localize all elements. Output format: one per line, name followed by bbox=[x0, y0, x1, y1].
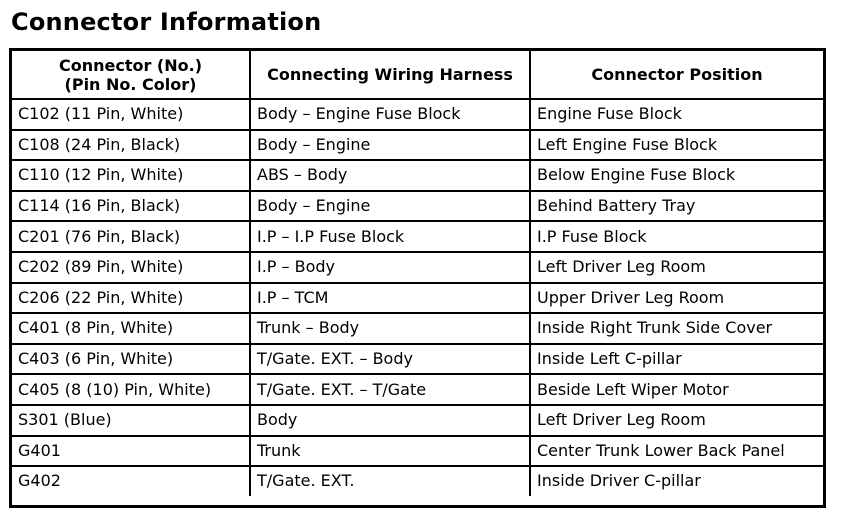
cell-position: Below Engine Fuse Block bbox=[530, 160, 823, 191]
connector-table-frame bbox=[9, 48, 826, 508]
header-harness: Connecting Wiring Harness bbox=[250, 51, 530, 99]
cell-connector: C403 (6 Pin, White) bbox=[12, 344, 250, 375]
cell-connector: G402 bbox=[12, 466, 250, 496]
cell-harness: I.P – TCM bbox=[250, 283, 530, 314]
header-connector-line2: (Pin No. Color) bbox=[64, 74, 197, 94]
cell-harness: Body – Engine bbox=[250, 191, 530, 222]
cell-position: Left Driver Leg Room bbox=[530, 405, 823, 436]
cell-connector: C206 (22 Pin, White) bbox=[12, 283, 250, 314]
cell-harness: T/Gate. EXT. – Body bbox=[250, 344, 530, 375]
cell-position: Center Trunk Lower Back Panel bbox=[530, 436, 823, 467]
header-connector-line1: Connector (No.) bbox=[58, 55, 203, 75]
cell-position: Engine Fuse Block bbox=[530, 99, 823, 130]
table-row bbox=[12, 374, 823, 405]
cell-harness: I.P – Body bbox=[250, 252, 530, 283]
cell-position: Inside Driver C-pillar bbox=[530, 466, 823, 496]
cell-harness: T/Gate. EXT. – T/Gate bbox=[250, 374, 530, 405]
table-row bbox=[12, 99, 823, 130]
cell-connector: C108 (24 Pin, Black) bbox=[12, 130, 250, 161]
table-row bbox=[12, 130, 823, 161]
cell-harness: Body bbox=[250, 405, 530, 436]
table-row bbox=[12, 252, 823, 283]
cell-harness: Body – Engine bbox=[250, 130, 530, 161]
cell-position: Left Driver Leg Room bbox=[530, 252, 823, 283]
table-row bbox=[12, 405, 823, 436]
table-row bbox=[12, 191, 823, 222]
table-row bbox=[12, 313, 823, 344]
cell-harness: I.P – I.P Fuse Block bbox=[250, 221, 530, 252]
cell-position: Behind Battery Tray bbox=[530, 191, 823, 222]
table-row bbox=[12, 283, 823, 314]
cell-position: Left Engine Fuse Block bbox=[530, 130, 823, 161]
cell-position: I.P Fuse Block bbox=[530, 221, 823, 252]
table-row bbox=[12, 344, 823, 375]
table-row bbox=[12, 466, 823, 496]
table-row bbox=[12, 221, 823, 252]
cell-harness: Trunk bbox=[250, 436, 530, 467]
cell-connector: S301 (Blue) bbox=[12, 405, 250, 436]
cell-harness: Body – Engine Fuse Block bbox=[250, 99, 530, 130]
cell-connector: C110 (12 Pin, White) bbox=[12, 160, 250, 191]
cell-connector: C405 (8 (10) Pin, White) bbox=[12, 374, 250, 405]
page-title: Connector Information bbox=[11, 8, 322, 36]
header-connector bbox=[12, 51, 250, 99]
cell-position: Upper Driver Leg Room bbox=[530, 283, 823, 314]
cell-harness: ABS – Body bbox=[250, 160, 530, 191]
cell-connector: G401 bbox=[12, 436, 250, 467]
cell-connector: C114 (16 Pin, Black) bbox=[12, 191, 250, 222]
cell-connector: C102 (11 Pin, White) bbox=[12, 99, 250, 130]
table-row bbox=[12, 160, 823, 191]
connector-table bbox=[12, 51, 823, 496]
table-row bbox=[12, 436, 823, 467]
cell-position: Beside Left Wiper Motor bbox=[530, 374, 823, 405]
cell-connector: C202 (89 Pin, White) bbox=[12, 252, 250, 283]
cell-connector: C401 (8 Pin, White) bbox=[12, 313, 250, 344]
table-header-row bbox=[12, 51, 823, 99]
cell-position: Inside Left C-pillar bbox=[530, 344, 823, 375]
cell-harness: Trunk – Body bbox=[250, 313, 530, 344]
header-position: Connector Position bbox=[530, 51, 823, 99]
cell-connector: C201 (76 Pin, Black) bbox=[12, 221, 250, 252]
cell-harness: T/Gate. EXT. bbox=[250, 466, 530, 496]
cell-position: Inside Right Trunk Side Cover bbox=[530, 313, 823, 344]
